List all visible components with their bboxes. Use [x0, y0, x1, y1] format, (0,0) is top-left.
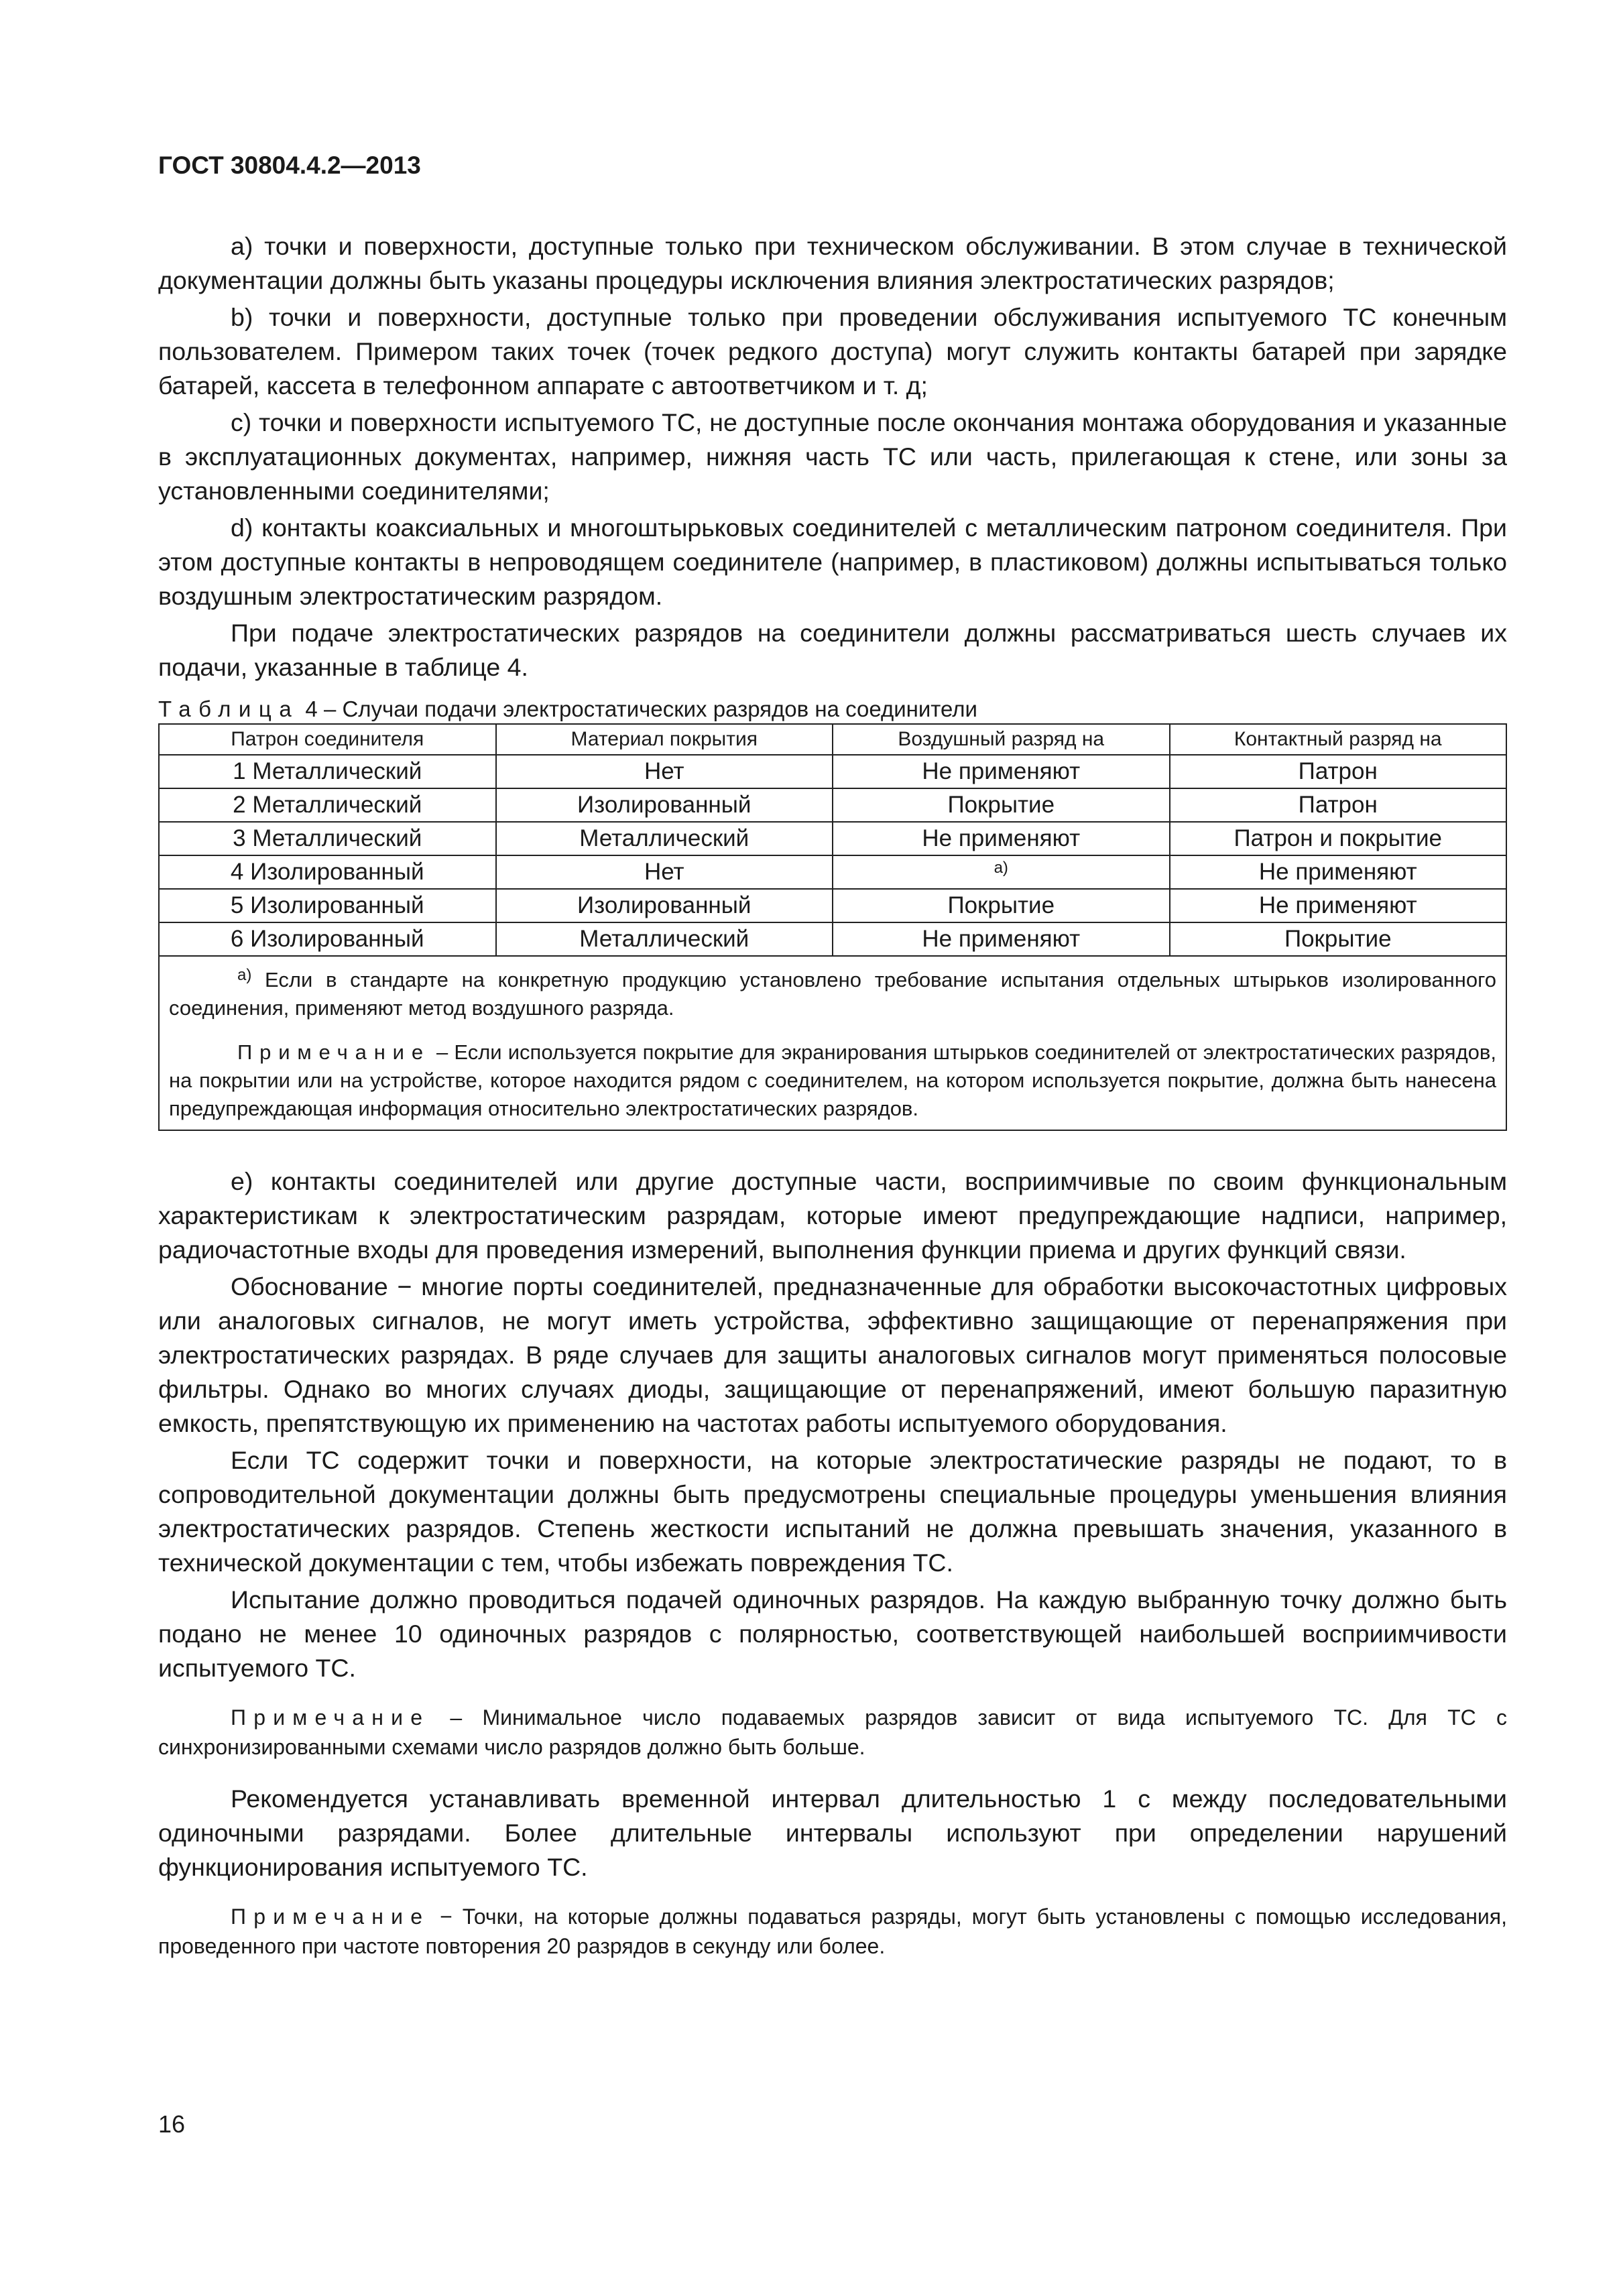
- table-caption-label: Таблица: [158, 697, 300, 721]
- note-text: – Минимальное число подаваемых разрядов зависит от вида испытуемого ТС. Для ТС с синхронизированными схемами число разрядов должно быть больше.: [158, 1705, 1507, 1759]
- footnote-ref-mark: а): [994, 859, 1008, 877]
- table-cell: Нет: [496, 855, 833, 889]
- table-cell: 5 Изолированный: [159, 889, 496, 922]
- table-cell: Патрон: [1170, 788, 1507, 822]
- table-cell: Не применяют: [833, 755, 1170, 788]
- table-footer-cell: [159, 956, 1506, 1130]
- page-number: 16: [158, 2110, 186, 2138]
- document-body: [158, 229, 1507, 1961]
- table-header-row: [159, 724, 1506, 755]
- table-row: [159, 922, 1506, 956]
- paragraph-item-c: с) точки и поверхности испытуемого ТС, не доступные после окончания монтажа оборудования и указанные в эксплуатационных документах, например, нижняя часть ТС или часть, прилегающая к стене, или зоны за установленными соединителями;: [158, 408, 1507, 505]
- page-header-title: ГОСТ 30804.4.2—2013: [158, 152, 421, 179]
- table-cell: Нет: [496, 755, 833, 788]
- table-cell: Покрытие: [833, 889, 1170, 922]
- table-cell: 1 Металлический: [159, 755, 496, 788]
- paragraph-rationale: Обоснование − многие порты соединителей, предназначенные для обработки высокочастотных цифровых или аналоговых сигналов, не могут иметь устройства, эффективно защищающие от перенапряжения при электростатических разрядах. В ряде случаев для защиты аналоговых сигналов могут применяться полосовые фильтры. Однако во многих случаях диоды, защищающие от перенапряжений, имеют большую паразитную емкость, препятствующую их применению на частотах работы испытуемого оборудования.: [158, 1272, 1507, 1437]
- paragraph-untested-points: Если ТС содержит точки и поверхности, на которые электростатические разряды не подают, то в сопроводительной документации должны быть предусмотрены специальные процедуры уменьшения влияния электростатических разрядов. Степень жесткости испытаний не должна превышать значения, указанного в технической документации с тем, чтобы избежать повреждения ТС.: [158, 1446, 1507, 1577]
- table-cell: Покрытие: [833, 788, 1170, 822]
- table-footer-row: [159, 956, 1506, 1130]
- paragraph-item-a: а) точки и поверхности, доступные только при техническом обслуживании. В этом случае в технической документации должны быть указаны процедуры исключения влияния электростатических разрядов;: [158, 232, 1507, 294]
- table-cell: Не применяют: [833, 922, 1170, 956]
- table-note: [169, 1038, 1496, 1123]
- table-cell: Металлический: [496, 822, 833, 855]
- table-note-label: Примечание: [237, 1040, 430, 1064]
- table-cell: Патрон: [1170, 755, 1507, 788]
- table-note-text: – Если используется покрытие для экранирования штырьков соединителей от электростатических разрядов, на покрытии или на устройстве, которое находится рядом с соединителем, на котором используется покрытие, должна быть нанесена предупреждающая информация относительно электростатических разрядов.: [169, 1040, 1496, 1120]
- paragraph-item-d: d) контакты коаксиальных и многоштырьковых соединителей с металлическим патроном соединителя. При этом доступные контакты в непроводящем соединителе (например, в пластиковом) должны испытываться только воздушным электростатическим разрядом.: [158, 513, 1507, 610]
- table-row: [159, 755, 1506, 788]
- table-cell: Изолированный: [496, 889, 833, 922]
- footnote-text: Если в стандарте на конкретную продукцию установлено требование испытания отдельных штырьков изолированного соединения, применяют метод воздушного разряда.: [169, 968, 1496, 1020]
- table-cell: Не применяют: [833, 822, 1170, 855]
- note-label: Примечание: [231, 1705, 430, 1730]
- table-row: [159, 889, 1506, 922]
- table-row: [159, 788, 1506, 822]
- table-cell-footnote-ref: [833, 855, 1170, 889]
- table-cell: 6 Изолированный: [159, 922, 496, 956]
- table-cell: 2 Металлический: [159, 788, 496, 822]
- paragraph-connectors-intro: При подаче электростатических разрядов на соединители должны рассматриваться шесть случаев их подачи, указанные в таблице 4.: [158, 619, 1507, 681]
- table-footnote: [169, 966, 1496, 1022]
- table-row: [159, 855, 1506, 889]
- table-cell: Не применяют: [1170, 855, 1507, 889]
- paragraph-item-b: b) точки и поверхности, доступные только при проведении обслуживания испытуемого ТС конечным пользователем. Примером таких точек (точек редкого доступа) могут служить контакты батарей при зарядке батарей, кассета в телефонном аппарате с автоответчиком и т. д;: [158, 303, 1507, 400]
- table-row: [159, 822, 1506, 855]
- table-cell: Не применяют: [1170, 889, 1507, 922]
- note-discharge-points: [158, 1902, 1507, 1961]
- discharge-cases-table: [158, 723, 1507, 1131]
- table-cell: 4 Изолированный: [159, 855, 496, 889]
- header-coating-material: Материал покрытия: [496, 724, 833, 755]
- paragraph-single-discharges: Испытание должно проводиться подачей одиночных разрядов. На каждую выбранную точку должно быть подано не менее 10 одиночных разрядов с полярностью, соответствующей наибольшей восприимчивости испытуемого ТС.: [158, 1585, 1507, 1682]
- header-air-discharge: Воздушный разряд на: [833, 724, 1170, 755]
- table-cell: Изолированный: [496, 788, 833, 822]
- table-cell: Металлический: [496, 922, 833, 956]
- note-label: Примечание: [231, 1905, 430, 1929]
- footnote-mark: а): [237, 966, 252, 984]
- header-contact-discharge: Контактный разряд на: [1170, 724, 1507, 755]
- table-cell: Патрон и покрытие: [1170, 822, 1507, 855]
- note-text: − Точки, на которые должны подаваться разряды, могут быть установлены с помощью исследования, проведенного при частоте повторения 20 разрядов в секунду или более.: [158, 1905, 1507, 1958]
- table-cell: Покрытие: [1170, 922, 1507, 956]
- table-caption: [158, 695, 1507, 723]
- table-caption-text: 4 – Случаи подачи электростатических разрядов на соединители: [299, 697, 977, 721]
- note-discharge-count: [158, 1703, 1507, 1762]
- table-cell: 3 Металлический: [159, 822, 496, 855]
- paragraph-item-e: е) контакты соединителей или другие доступные части, восприимчивые по своим функциональным характеристикам к электростатическим разрядам, которые имеют предупреждающие надписи, например, радиочастотные входы для проведения измерений, выполнения функции приема и других функций связи.: [158, 1167, 1507, 1264]
- paragraph-interval: Рекомендуется устанавливать временной интервал длительностью 1 с между последовательными одиночными разрядами. Более длительные интервалы используют при определении нарушений функционирования испытуемого ТС.: [158, 1785, 1507, 1881]
- header-connector-shell: Патрон соединителя: [159, 724, 496, 755]
